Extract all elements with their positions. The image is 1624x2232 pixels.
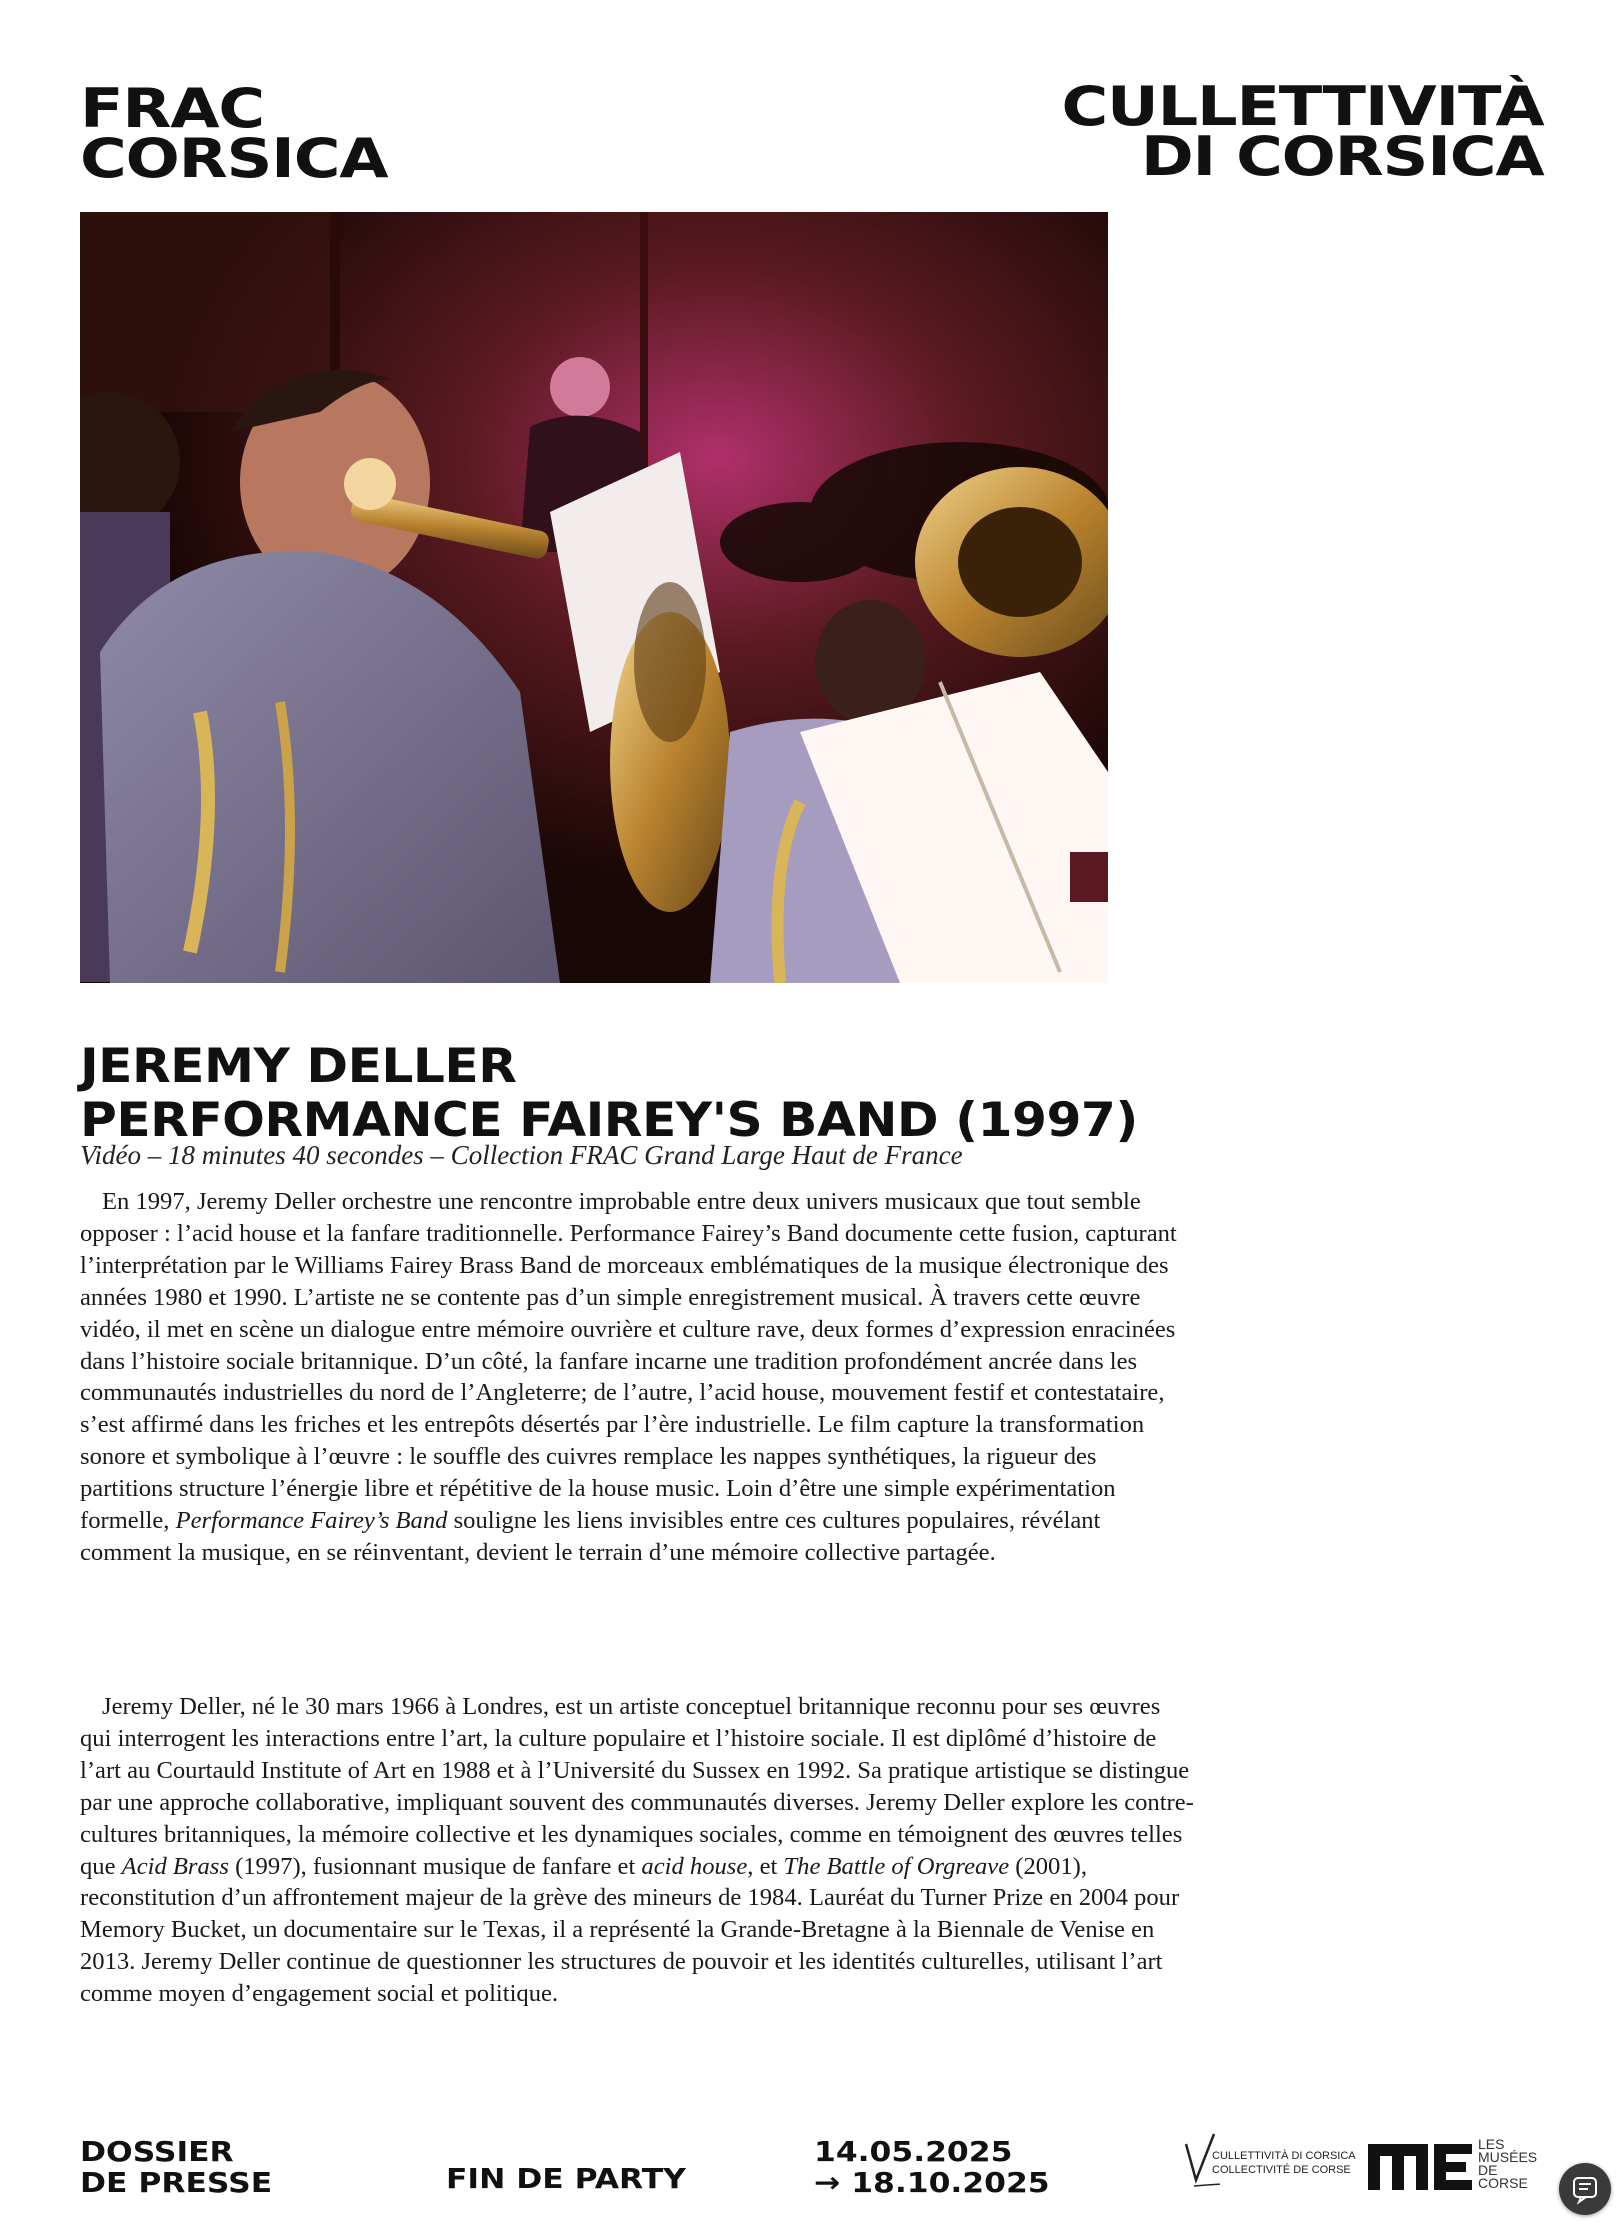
para1-text-b: souligne les liens invisibles entre ces cultures populaires, révélant comment la musique, en se réinventant, devient le terrain d’une mémoire collective partagée. <box>80 1507 1101 1566</box>
para1-text-a: En 1997, Jeremy Deller orchestre une rencontre improbable entre deux univers musicaux que tout semble opposer : l’acid house et la fanfare traditionnelle. Performance Fairey’s Band documente cette fusion, capturant l’interprétation par le Williams Fairey Brass Band de morceaux emblématiques de la musique électronique des années 1980 et 1990. L’artiste ne se contente pas d’un simple enregistrement musical. À travers cette œuvre vidéo, il met en scène un dialogue entre mémoire ouvrière et culture rave, deux formes d’expression enracinées dans l’histoire sociale britannique. D’un côté, la fanfare incarne une tradition profondément ancrée dans les communautés industrielles du nord de l’Angleterre; de l’autre, l’acid house, mouvement festif et contestataire, s’est affirmé dans les friches et les entrepôts désertés par l’ère industrielle. Le film capture la transformation sonore et symbolique à l’œuvre : le souffle des cuivres remplace les nappes synthétiques, la rigueur des partitions structure l’énergie libre et répétitive de la house music. Loin d’être une simple expérimentation formelle, <box>80 1188 1177 1535</box>
collectivite-line2: COLLECTIVITÉ DE CORSE <box>1212 2164 1351 2176</box>
footer-dossier-label <box>80 2136 272 2198</box>
date-start: 14.05.2025 <box>814 2135 1013 2168</box>
footer-exhibition-title: FIN DE PARTY <box>446 2162 686 2195</box>
title-work: PERFORMANCE FAIREY'S BAND (1997) <box>80 1093 1138 1148</box>
para2-text-c: , et <box>747 1852 784 1880</box>
para2-italic-acid-house: acid house <box>641 1852 748 1880</box>
date-end: → 18.10.2025 <box>814 2166 1050 2199</box>
title-artist: JEREMY DELLER <box>80 1039 517 1094</box>
musees-label-1: LES <box>1478 2136 1505 2152</box>
para2-text-d: (2001), reconstitution d’un affrontement majeur de la grève des mineurs de 1984. Lauréat du Turner Prize en 2004 pour Memory Bucket, un documentaire sur le Texas, il a représenté la Grande-Bretagne à la Biennale de Venise en 2013. Jeremy Deller continue de questionner les structures de pouvoir et les identités culturelles, utilisant l’art comme moyen d’engagement social et politique. <box>80 1852 1180 2008</box>
dossier-line2: DE PRESSE <box>80 2166 273 2199</box>
collectivite-de-corse-logo <box>1180 2128 1356 2194</box>
musees-label-2: MUSÉES <box>1478 2149 1538 2165</box>
para2-text-a: Jeremy Deller, né le 30 mars 1966 à Londres, est un artiste conceptuel britannique reconnu pour ses œuvres qui interrogent les interactions entre l’art, la culture populaire et l’histoire sociale. Il est diplômé d’histoire de l’art au Courtauld Institute of Art en 1988 et à l’Université du Sussex en 1992. Sa pratique artistique se distingue par une approche collaborative, impliquant souvent des communautés diverses. Jeremy Deller explore les contre-cultures britanniques, la mémoire collective et les dynamiques sociales, comme en témoignent des œuvres telles que <box>80 1693 1194 1880</box>
para1-italic-title: Performance Fairey’s Band <box>175 1507 448 1535</box>
para2-text-b: (1997), fusionnant musique de fanfare et <box>228 1852 642 1880</box>
para2-italic-acid-brass: Acid Brass <box>121 1852 229 1880</box>
biography-paragraph <box>80 1691 1195 2010</box>
band-photo-illustration <box>80 212 1108 983</box>
dossier-line1: DOSSIER <box>80 2135 234 2168</box>
description-paragraph <box>80 1186 1195 1569</box>
assistant-chat-button[interactable] <box>1559 2163 1611 2215</box>
chat-icon <box>1559 2163 1611 2215</box>
performance-photo <box>80 212 1108 983</box>
musees-me-mark-icon <box>1368 2138 1473 2194</box>
cullettivita-logo-line1: CULLETTIVITÀ <box>1061 75 1544 138</box>
artwork-subtitle: Vidéo – 18 minutes 40 secondes – Collection FRAC Grand Large Haut de France <box>80 1140 963 1170</box>
collectivite-line1: CULLETTIVITÀ DI CORSICA <box>1212 2150 1356 2162</box>
musees-de-corse-logo <box>1368 2138 1543 2194</box>
artwork-title <box>80 1040 1138 1148</box>
cullettivita-logo <box>1061 75 1544 188</box>
musees-label-3: DE <box>1478 2162 1498 2178</box>
cullettivita-logo-line2: DI CORSICA <box>1141 125 1544 188</box>
musees-label <box>1478 2138 1537 2190</box>
musees-label-4: CORSE <box>1478 2175 1528 2191</box>
frac-logo-line2: CORSICA <box>80 127 388 190</box>
footer-dates <box>814 2136 1050 2198</box>
frac-logo-line1: FRAC <box>80 77 264 140</box>
para2-italic-orgreave: The Battle of Orgreave <box>783 1852 1010 1880</box>
frac-corsica-logo <box>80 77 388 190</box>
